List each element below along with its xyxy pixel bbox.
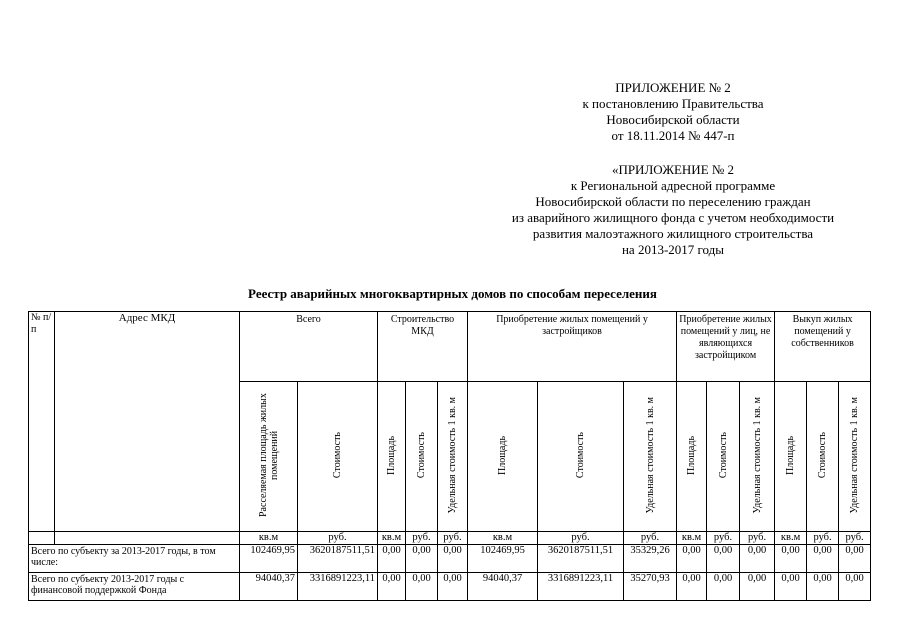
subheader-unit-cost: Удельная стоимость 1 кв. м bbox=[839, 382, 871, 532]
header-line: развития малоэтажного жилищного строительства bbox=[532, 226, 814, 241]
unit-cell: руб. bbox=[538, 532, 624, 545]
units-row bbox=[29, 532, 871, 545]
row-label: Всего по субъекту 2013-2017 годы с финансовой поддержкой Фонда bbox=[29, 573, 240, 601]
subheader-cost: Стоимость bbox=[807, 382, 839, 532]
subheader-unit-cost: Удельная стоимость 1 кв. м bbox=[624, 382, 677, 532]
unit-cell: кв.м bbox=[378, 532, 406, 545]
header-line: «ПРИЛОЖЕНИЕ № 2 bbox=[611, 162, 735, 177]
subheader-area-resettled: Расселяемая площадь жилых помещений bbox=[240, 382, 298, 532]
header-line: к постановлению Правительства bbox=[582, 96, 764, 111]
value-cell: 0,00 bbox=[707, 573, 740, 601]
col-header-number: № п/п bbox=[29, 312, 55, 532]
unit-cell bbox=[29, 532, 55, 545]
value-cell: 0,00 bbox=[406, 545, 438, 573]
subheader-cost: Стоимость bbox=[298, 382, 378, 532]
program-header bbox=[418, 162, 905, 258]
unit-cell: руб. bbox=[624, 532, 677, 545]
document-title: Реестр аварийных многоквартирных домов по способам переселения bbox=[248, 286, 657, 301]
subheader-area: Площадь bbox=[677, 382, 707, 532]
unit-cell: руб. bbox=[707, 532, 740, 545]
subheader-area: Площадь bbox=[775, 382, 807, 532]
value-cell: 0,00 bbox=[438, 545, 468, 573]
value-cell: 0,00 bbox=[740, 573, 775, 601]
value-cell: 94040,37 bbox=[240, 573, 298, 601]
table-row bbox=[29, 573, 871, 601]
header-line: Новосибирской области bbox=[606, 112, 740, 127]
value-cell: 102469,95 bbox=[240, 545, 298, 573]
group-header-buyout: Выкуп жилых помещений у собственников bbox=[775, 312, 871, 382]
unit-cell bbox=[55, 532, 240, 545]
unit-cell: кв.м bbox=[677, 532, 707, 545]
value-cell: 0,00 bbox=[740, 545, 775, 573]
unit-cell: кв.м bbox=[240, 532, 298, 545]
value-cell: 0,00 bbox=[438, 573, 468, 601]
subheader-area: Площадь bbox=[378, 382, 406, 532]
unit-cell: руб. bbox=[298, 532, 378, 545]
header-line: Новосибирской области по переселению граждан bbox=[535, 194, 811, 209]
value-cell: 3620187511,51 bbox=[298, 545, 378, 573]
unit-cell: кв.м bbox=[468, 532, 538, 545]
value-cell: 35329,26 bbox=[624, 545, 677, 573]
value-cell: 0,00 bbox=[378, 545, 406, 573]
subheader-area: Площадь bbox=[468, 382, 538, 532]
value-cell: 3316891223,11 bbox=[298, 573, 378, 601]
table-row bbox=[29, 545, 871, 573]
row-label: Всего по субъекту за 2013-2017 годы, в том числе: bbox=[29, 545, 240, 573]
value-cell: 3316891223,11 bbox=[538, 573, 624, 601]
header-line: на 2013-2017 годы bbox=[621, 242, 725, 257]
unit-cell: руб. bbox=[406, 532, 438, 545]
col-header-address: Адрес МКД bbox=[55, 312, 240, 532]
value-cell: 0,00 bbox=[839, 573, 871, 601]
value-cell: 0,00 bbox=[839, 545, 871, 573]
unit-cell: руб. bbox=[807, 532, 839, 545]
subheader-cost: Стоимость bbox=[406, 382, 438, 532]
value-cell: 0,00 bbox=[807, 573, 839, 601]
group-header-total: Всего bbox=[240, 312, 378, 382]
value-cell: 0,00 bbox=[378, 573, 406, 601]
value-cell: 94040,37 bbox=[468, 573, 538, 601]
header-line: к Региональной адресной программе bbox=[570, 178, 776, 193]
subheader-cost: Стоимость bbox=[707, 382, 740, 532]
value-cell: 35270,93 bbox=[624, 573, 677, 601]
header-line: из аварийного жилищного фонда с учетом необходимости bbox=[511, 210, 835, 225]
group-header-construction: Строительство МКД bbox=[378, 312, 468, 382]
subheader-cost: Стоимость bbox=[538, 382, 624, 532]
value-cell: 0,00 bbox=[707, 545, 740, 573]
value-cell: 0,00 bbox=[677, 573, 707, 601]
unit-cell: руб. bbox=[839, 532, 871, 545]
value-cell: 0,00 bbox=[775, 545, 807, 573]
subheader-unit-cost: Удельная стоимость 1 кв. м bbox=[740, 382, 775, 532]
registry-table bbox=[28, 311, 871, 601]
value-cell: 0,00 bbox=[775, 573, 807, 601]
value-cell: 0,00 bbox=[807, 545, 839, 573]
unit-cell: руб. bbox=[740, 532, 775, 545]
subheader-unit-cost: Удельная стоимость 1 кв. м bbox=[438, 382, 468, 532]
approval-header bbox=[418, 80, 905, 144]
header-line: ПРИЛОЖЕНИЕ № 2 bbox=[615, 80, 731, 95]
value-cell: 3620187511,51 bbox=[538, 545, 624, 573]
unit-cell: кв.м bbox=[775, 532, 807, 545]
value-cell: 0,00 bbox=[677, 545, 707, 573]
value-cell: 102469,95 bbox=[468, 545, 538, 573]
group-header-non-developers: Приобретение жилых помещений у лиц, не являющихся застройщиком bbox=[677, 312, 775, 382]
value-cell: 0,00 bbox=[406, 573, 438, 601]
unit-cell: руб. bbox=[438, 532, 468, 545]
group-header-developers: Приобретение жилых помещений у застройщиков bbox=[468, 312, 677, 382]
header-line: от 18.11.2014 № 447-п bbox=[611, 128, 735, 143]
